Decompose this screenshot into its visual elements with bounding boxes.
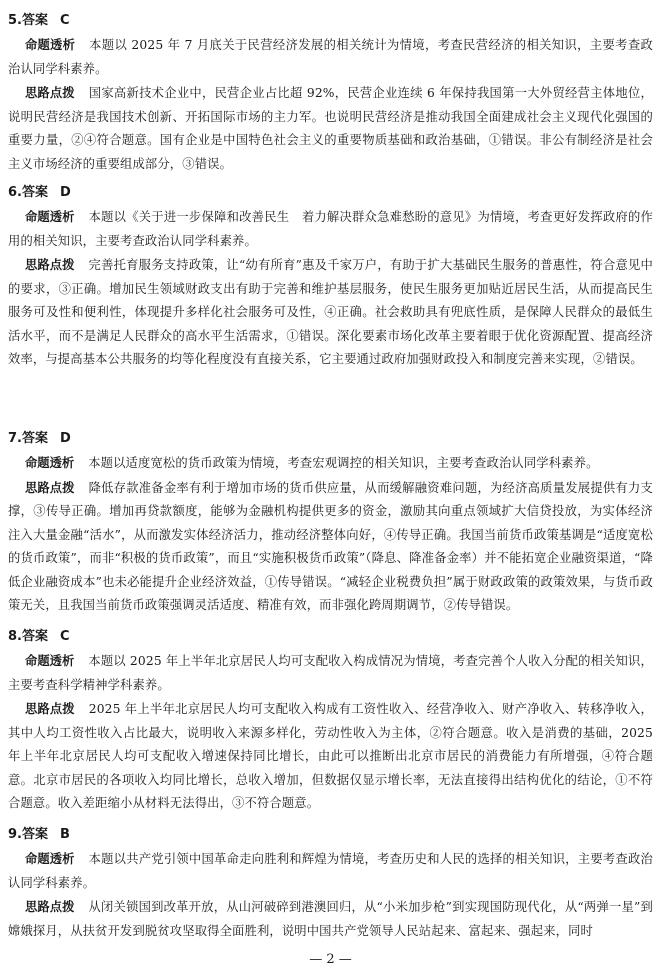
tips-text: 降低存款准备金率有利于增加市场的货币供应量，从而缓解融资难问题，为经济高质量发展提供有力支撑，③传导正确。增加再贷款额度，能够为金融机构提供更多的资金，激励其向重点领域扩大信贷投放，为实体经济注入大量金融“活水”，从而激发实体经济活力，推动经济整体向好，④传导正确。我国当前货币政策基调是“适度宽松的货币政策”，而非“积极的货币政策”，而且“实施积极货币政策”（降息、降准备金率）并不能拓宽企业融资渠道，“降低企业融资成本”也未必能提升企业经济效益，①传导错误。“减轻企业税费负担”属于财政政策的政策效果，与货币政策无关，且我国当前货币政策强调灵活适度、精准有效，而非强化跨周期调节，②传导错误。 — [8, 480, 653, 612]
analysis-text: 本题以适度宽松的货币政策为情境，考查宏观调控的相关知识，主要考查政治认同学科素养。 — [88, 456, 599, 470]
answer-label: 答案 — [21, 431, 48, 446]
question-number: 5. — [8, 13, 22, 28]
analysis-label: 命题透析 — [25, 654, 75, 668]
tips-label: 思路点拨 — [25, 480, 75, 495]
answer-label: 答案 — [21, 13, 48, 28]
tips-label: 思路点拨 — [25, 86, 75, 100]
answer-value: B — [60, 827, 70, 842]
answer-line — [8, 826, 653, 843]
question-7 — [8, 430, 653, 618]
answer-label: 答案 — [21, 827, 48, 842]
analysis-block — [8, 452, 653, 476]
tips-label: 思路点拨 — [25, 702, 75, 716]
answer-line — [8, 628, 653, 645]
question-number: 8. — [8, 629, 22, 644]
analysis-block — [8, 34, 653, 81]
analysis-text: 本题以《关于进一步保障和改善民生 着力解决群众急难愁盼的意见》为情境，考查更好发挥政府的作用的相关知识，主要考查政治认同学科素养。 — [8, 210, 653, 248]
tips-label: 思路点拨 — [25, 900, 75, 914]
question-number: 9. — [8, 827, 22, 842]
answer-label: 答案 — [21, 185, 48, 200]
question-9 — [8, 826, 653, 943]
answer-value: D — [60, 185, 71, 200]
tips-block — [8, 698, 653, 816]
analysis-text: 本题以 2025 年上半年北京居民人均可支配收入构成情况为情境，考查完善个人收入分配的相关知识，主要考查科学精神学科素养。 — [8, 654, 653, 692]
analysis-label: 命题透析 — [25, 210, 75, 224]
answer-line — [8, 184, 653, 201]
page-number: — 2 — — [309, 952, 352, 967]
tips-block — [8, 896, 653, 943]
answer-value: C — [60, 13, 70, 28]
question-5 — [8, 12, 653, 176]
analysis-block — [8, 206, 653, 253]
answer-value: C — [60, 629, 70, 644]
analysis-block — [8, 848, 653, 895]
answer-label: 答案 — [21, 629, 48, 644]
tips-text: 2025 年上半年北京居民人均可支配收入构成有工资性收入、经营净收入、财产净收入、转移净收入，其中人均工资性收入占比最大，说明收入来源多样化，劳动性收入为主体，②符合题意。收入是消费的基础，2025 年上半年北京居民人均可支配收入增速保持同比增长，由此可以推断出北京市居民的消费能力有所增强，④符合题意。北京市居民的各项收入均同比增长，总收入增加，但数据仅显示增长率，无法直接得出结构优化的结论，①不符合题意。收入差距缩小从材料无法得出，③不符合题意。 — [8, 702, 653, 810]
analysis-label: 命题透析 — [25, 852, 75, 866]
tips-block — [8, 254, 653, 372]
analysis-label: 命题透析 — [25, 456, 75, 470]
question-number: 6. — [8, 185, 22, 200]
tips-block — [8, 477, 653, 618]
analysis-text: 本题以 2025 年 7 月底关于民营经济发展的相关统计为情境，考查民营经济的相关知识，主要考查政治认同学科素养。 — [8, 38, 653, 76]
tips-block — [8, 82, 653, 176]
answer-line — [8, 430, 653, 447]
answer-line — [8, 12, 653, 29]
tips-text: 完善托育服务支持政策，让“幼有所育”惠及千家万户，有助于扩大基础民生服务的普惠性，符合意见中的要求，③正确。增加民生领域财政支出有助于完善和维护基层服务，使民生服务更加贴近居民生活，从而提高民生服务可及性和便利性，体现提升多样化社会服务可及性，④正确。社会救助具有兜底性质，是保障人民群众的最低生活水平，而不是满足人民群众的高水平生活需求，①错误。深化要素市场化改革主要着眼于优化资源配置、提高经济效率，与提高基本公共服务的均等化程度没有直接关系，它主要通过政府加强财政投入和制度完善来实现，②错误。 — [8, 258, 653, 366]
analysis-label: 命题透析 — [25, 38, 76, 52]
analysis-block — [8, 650, 653, 697]
analysis-text: 本题以共产党引领中国革命走向胜利和辉煌为情境，考查历史和人民的选择的相关知识，主要考查政治认同学科素养。 — [8, 852, 653, 890]
tips-label: 思路点拨 — [25, 258, 75, 272]
tips-text: 国家高新技术企业中，民营企业占比超 92%，民营企业连续 6 年保持我国第一大外贸经营主体地位，说明民营经济是我国技术创新、开拓国际市场的主力军。也说明民营经济是推动我国全面建成社会主义现代化强国的重要力量，②④符合题意。国有企业是中国特色社会主义的重要物质基础和政治基础，①错误。非公有制经济是社会主义市场经济的重要组成部分，③错误。 — [8, 86, 653, 171]
answer-value: D — [60, 431, 71, 446]
question-8 — [8, 628, 653, 816]
tips-text: 从闭关锁国到改革开放，从山河破碎到港澳回归，从“小米加步枪”到实现国防现代化，从“两弹一星”到嫦娥探月，从扶贫开发到脱贫攻坚取得全面胜利，说明中国共产党领导人民站起来、富起来、强起来，同时 — [8, 900, 653, 938]
question-number: 7. — [8, 431, 22, 446]
question-6 — [8, 184, 653, 372]
